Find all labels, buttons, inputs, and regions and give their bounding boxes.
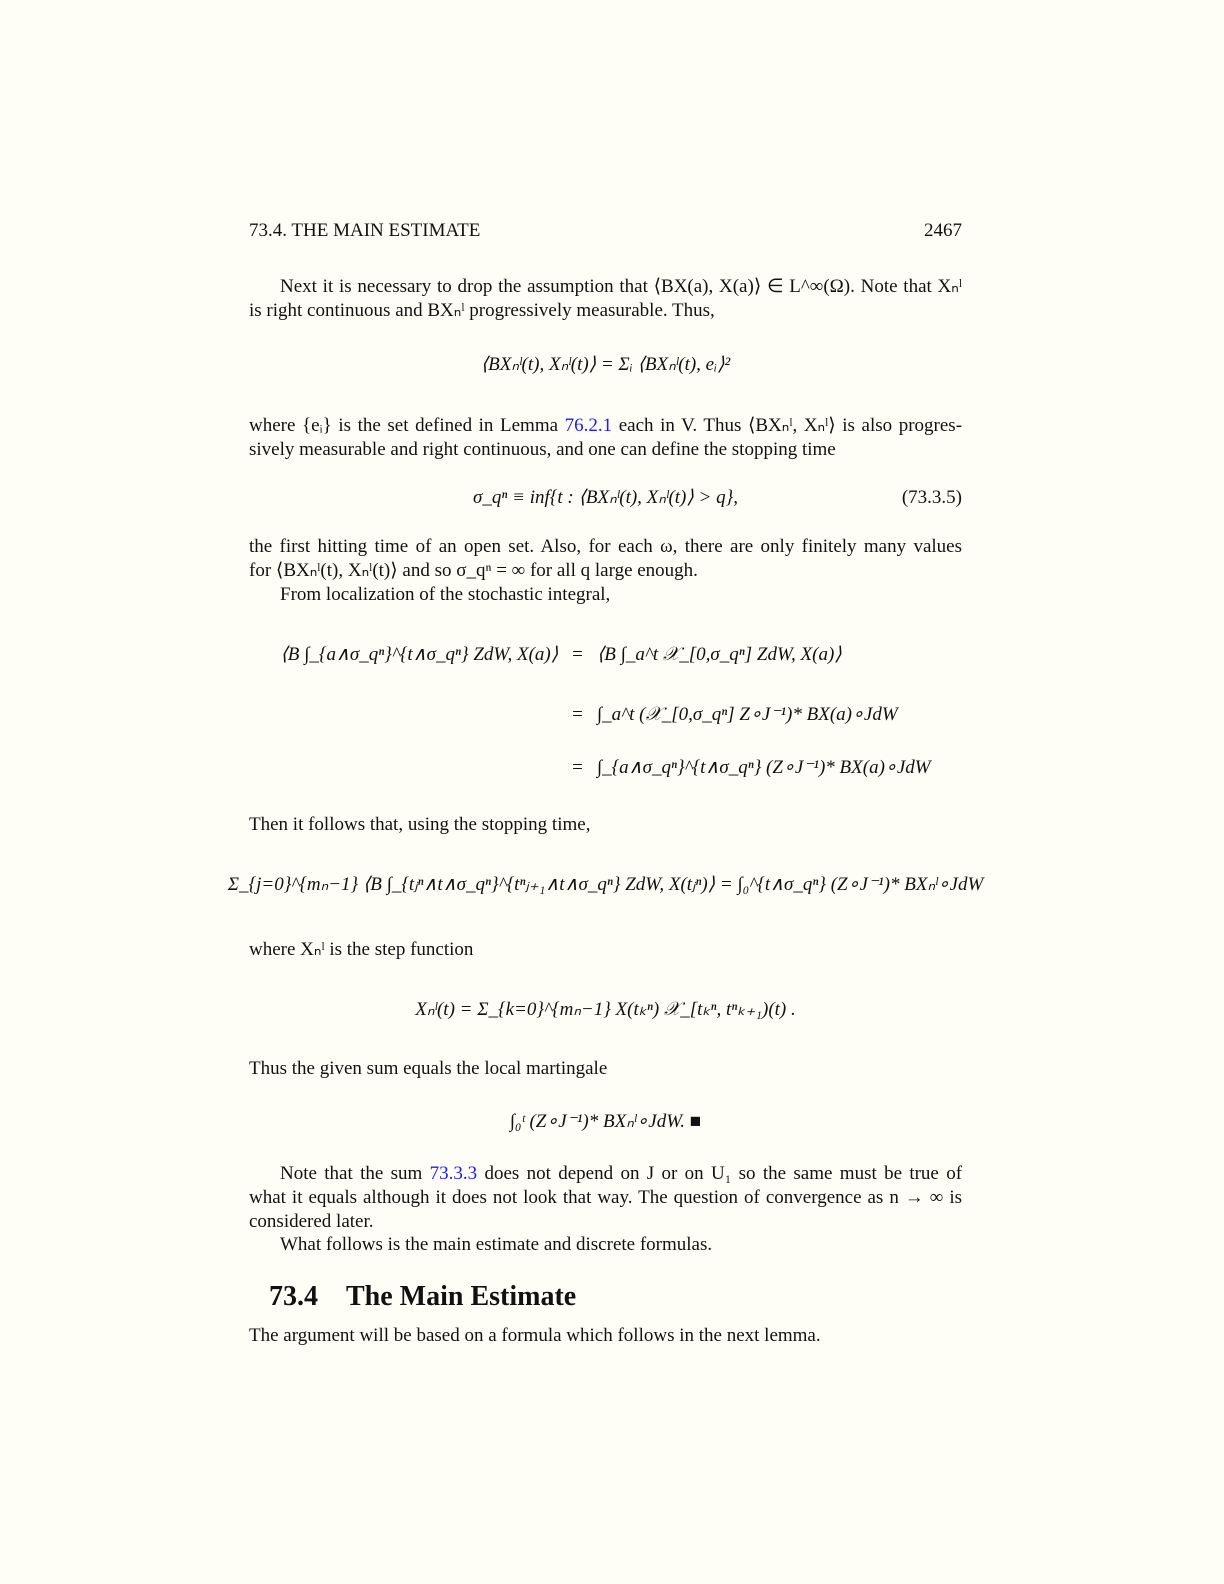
text: each in V. Thus ⟨BXₙˡ, Xₙˡ⟩ is also progres- xyxy=(618,415,963,436)
equation: Xₙˡ(t) = Σ_{k=0}^{mₙ−1} X(tₖⁿ) 𝒳_[tₖⁿ, tⁿₖ₊₁)(t) . xyxy=(415,999,796,1020)
paragraph-line: Then it follows that, using the stopping time, xyxy=(249,814,591,835)
page-number: 2467 xyxy=(924,220,962,241)
text: where {eᵢ} is the set defined in Lemma xyxy=(249,415,559,436)
section-heading xyxy=(269,1280,576,1314)
aligned-equation-block xyxy=(249,643,962,780)
equation-rhs: ∫_{a∧σ_qⁿ}^{t∧σ_qⁿ} (Z∘J⁻¹)* BX(a)∘JdW xyxy=(596,757,931,778)
equals-sign: = xyxy=(572,644,583,665)
equation-rhs: ∫_a^t (𝒳_[0,σ_qⁿ] Z∘J⁻¹)* BX(a)∘JdW xyxy=(596,704,898,725)
equation: σ_qⁿ ≡ inf{t : ⟨BXₙˡ(t), Xₙˡ(t)⟩ > q}, xyxy=(473,487,738,508)
empty-lhs xyxy=(280,703,558,727)
paragraph-line: considered later. xyxy=(249,1211,374,1232)
equation-number: (73.3.5) xyxy=(901,487,962,508)
section-title: The Main Estimate xyxy=(346,1281,577,1312)
paragraph-line: The argument will be based on a formula which follows in the next lemma. xyxy=(249,1325,821,1346)
equation-lhs: ⟨B ∫_{a∧σ_qⁿ}^{t∧σ_qⁿ} ZdW, X(a)⟩ xyxy=(280,644,559,665)
equation-link[interactable]: 73.3.3 xyxy=(429,1163,478,1184)
paragraph-line: is right continuous and BXₙˡ progressively measurable. Thus, xyxy=(249,300,715,321)
equals-sign: = xyxy=(572,704,583,725)
equation xyxy=(249,1110,962,1134)
paragraph-line: Next it is necessary to drop the assumption that ⟨BX(a), X(a)⟩ ∈ L^∞(Ω). Note that Xₙˡ xyxy=(280,276,962,297)
paragraph-line: what it equals although it does not look that way. The question of convergence as n → ∞ is xyxy=(249,1187,962,1208)
qed-symbol: ■ xyxy=(689,1111,702,1132)
equation-body: ∫₀ᵗ (Z∘J⁻¹)* BXₙˡ∘JdW. xyxy=(509,1111,686,1132)
paragraph-line: the first hitting time of an open set. Also, for each ω, there are only finitely many values xyxy=(249,536,962,557)
paragraph-line: where Xₙˡ is the step function xyxy=(249,939,474,960)
equals-sign: = xyxy=(572,757,583,778)
empty-lhs xyxy=(280,756,558,780)
paragraph-line: sively measurable and right continuous, and one can define the stopping time xyxy=(249,439,836,460)
equation: ⟨BXₙˡ(t), Xₙˡ(t)⟩ = Σᵢ ⟨BXₙˡ(t), eᵢ⟩² xyxy=(480,354,731,375)
text: does not depend on J or on U₁ so the same must be true of xyxy=(484,1163,963,1184)
paragraph-line xyxy=(249,1162,962,1186)
running-header-section: 73.4. THE MAIN ESTIMATE xyxy=(249,220,481,241)
paragraph-line: What follows is the main estimate and discrete formulas. xyxy=(280,1234,713,1255)
equation: Σ_{j=0}^{mₙ−1} ⟨B ∫_{tⱼⁿ∧t∧σ_qⁿ}^{tⁿⱼ₊₁∧t∧σ_qⁿ} ZdW, X(tⱼⁿ)⟩ = ∫₀^{t∧σ_qⁿ} (Z∘J⁻¹)* BXₙˡ∘JdW xyxy=(227,874,984,895)
paragraph-line xyxy=(249,414,962,438)
lemma-link[interactable]: 76.2.1 xyxy=(564,415,613,436)
paragraph-line: Thus the given sum equals the local martingale xyxy=(249,1058,608,1079)
paragraph-line: From localization of the stochastic integral, xyxy=(280,584,611,605)
paragraph-line: for ⟨BXₙˡ(t), Xₙˡ(t)⟩ and so σ_qⁿ = ∞ for all q large enough. xyxy=(249,560,698,581)
section-number: 73.4 xyxy=(269,1281,318,1312)
text: Note that the sum xyxy=(280,1163,423,1184)
equation-rhs: ⟨B ∫_a^t 𝒳_[0,σ_qⁿ] ZdW, X(a)⟩ xyxy=(596,644,842,665)
